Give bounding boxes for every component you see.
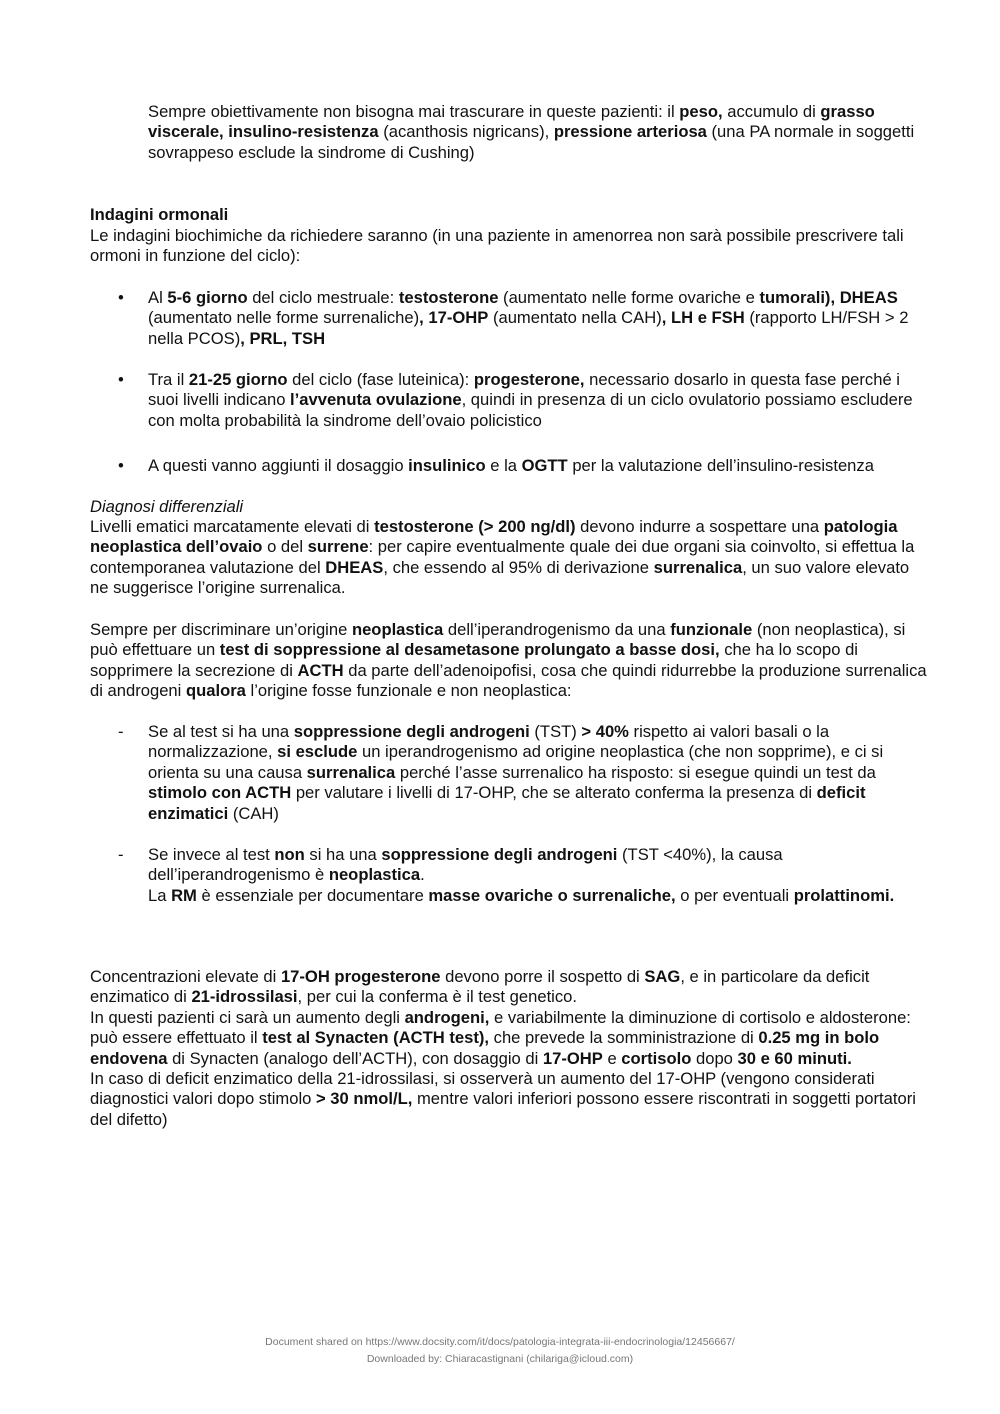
footer-share-link[interactable] bbox=[0, 1335, 1000, 1349]
text: e variabilmente la diminuzione di cortisolo e aldosterone: può essere effettuato il bbox=[90, 1007, 911, 1048]
bold-text: qualora bbox=[185, 681, 246, 701]
text: devono indurre a sospettare una bbox=[575, 517, 824, 536]
bold-text: soppressione degli androgeni bbox=[381, 845, 618, 864]
text: del ciclo mestruale: bbox=[247, 288, 399, 307]
text: (aumentato nelle forme ovariche e bbox=[498, 288, 760, 307]
bullet-icon: • bbox=[118, 456, 124, 475]
dash-bullet-icon: - bbox=[118, 845, 124, 864]
text: (aumentato nelle forme surrenaliche) bbox=[148, 308, 420, 328]
bold-text: neoplastica bbox=[328, 865, 421, 885]
text: (una PA normale in soggetti sovrappeso esclude la sindrome di Cushing) bbox=[148, 122, 915, 162]
bold-text: tumorali), bbox=[759, 288, 836, 307]
text: che ha lo scopo di sopprimere la secrezione di bbox=[90, 640, 858, 680]
bold-text: DHEAS bbox=[325, 557, 384, 577]
bold-text: insulinico bbox=[408, 456, 486, 475]
differential-paragraph-1 bbox=[90, 517, 930, 599]
bold-text: l’avvenuta ovulazione bbox=[290, 390, 462, 410]
bold-text: 17-OH progesterone bbox=[280, 967, 441, 986]
text: A questi vanno aggiunti il dosaggio bbox=[148, 456, 409, 475]
text: , e in particolare da deficit enzimatico di bbox=[90, 967, 870, 1007]
bold-text: > 30 nmol/L, bbox=[315, 1089, 413, 1109]
bold-text: cortisolo bbox=[621, 1048, 692, 1068]
bold-text: surrene bbox=[307, 537, 369, 557]
text: (rapporto LH/FSH > 2 nella PCOS) bbox=[148, 308, 909, 348]
bold-text: testosterone bbox=[398, 288, 499, 307]
text: da parte dell’adenoipofisi, cosa che quindi ridurrebbe la produzione surrenalica di androgeni bbox=[90, 660, 927, 701]
text: o del bbox=[262, 537, 308, 557]
list-item bbox=[148, 456, 930, 476]
intro-paragraph bbox=[148, 102, 930, 163]
footer-download-info bbox=[0, 1352, 1000, 1366]
bold-text: progesterone, bbox=[473, 370, 585, 389]
differential-paragraph-2 bbox=[90, 620, 930, 702]
bold-text: androgeni, bbox=[404, 1007, 490, 1027]
text: accumulo di bbox=[722, 102, 821, 121]
text: (acanthosis nigricans), bbox=[378, 122, 554, 142]
footer-text: Downloaded by: Chiaracastignani (chilariga@icloud.com) bbox=[366, 1353, 634, 1365]
bold-text: deficit enzimatici bbox=[148, 783, 866, 823]
dash-list-item bbox=[148, 722, 930, 824]
bold-text: , PRL, TSH bbox=[240, 328, 326, 348]
bullet-icon: • bbox=[118, 370, 124, 389]
text: La bbox=[148, 885, 172, 905]
bold-text: DHEAS bbox=[839, 288, 898, 307]
text: e bbox=[602, 1048, 622, 1068]
text: Se invece al test bbox=[148, 845, 275, 864]
text: : per capire eventualmente quale dei due organi sia coinvolto, si effettua la contemporanea valutazione del bbox=[90, 537, 915, 577]
bold-text: OGTT bbox=[521, 456, 568, 475]
text: e la bbox=[485, 456, 522, 475]
text: devono porre il sospetto di bbox=[440, 967, 645, 986]
text: Concentrazioni elevate di bbox=[90, 967, 281, 986]
bold-text: test di soppressione al desametasone prolungato a basse dosi, bbox=[219, 640, 720, 660]
bold-text: soppressione degli androgeni bbox=[293, 722, 530, 741]
text: dell’iperandrogenismo da una bbox=[443, 620, 671, 639]
bold-text: 21-idrossilasi bbox=[191, 987, 298, 1007]
bold-text: neoplastica bbox=[351, 620, 444, 639]
text: , per cui la conferma è il test genetico. bbox=[297, 987, 577, 1007]
text: del ciclo (fase luteinica): bbox=[287, 370, 474, 389]
text: per valutare i livelli di 17-OHP, che se alterato conferma la presenza di bbox=[291, 783, 817, 803]
text: perché l’asse surrenalico ha risposto: si esegue quindi un test da bbox=[395, 762, 876, 782]
text: mentre valori inferiori possono essere riscontrati in soggetti portatori del difetto) bbox=[90, 1089, 916, 1129]
text: , quindi in presenza di un ciclo ovulatorio possiamo escludere con molta probabilità la sindrome dell’ovaio policistico bbox=[148, 390, 913, 430]
text: . bbox=[420, 865, 425, 885]
text: si ha una bbox=[304, 845, 382, 864]
bold-text: , LH e FSH bbox=[661, 308, 745, 328]
text: (aumentato nella CAH) bbox=[488, 308, 662, 328]
bold-text: peso, bbox=[679, 102, 723, 121]
text: Al bbox=[148, 288, 168, 307]
bullet-icon: • bbox=[118, 288, 124, 307]
bold-text: si esclude bbox=[277, 742, 358, 762]
bold-text: grasso viscerale, insulino-resistenza bbox=[148, 102, 875, 142]
heading-text: Indagini ormonali bbox=[90, 205, 229, 224]
text: Sempre obiettivamente non bisogna mai trascurare in queste pazienti: il bbox=[148, 102, 680, 121]
bold-text: non bbox=[274, 845, 305, 864]
section-heading-differential bbox=[90, 497, 930, 517]
text: Livelli ematici marcatamente elevati di bbox=[90, 517, 375, 536]
text: In questi pazienti ci sarà un aumento degli bbox=[90, 1007, 405, 1027]
bold-text: , 17-OHP bbox=[419, 308, 489, 328]
bold-text: test al Synacten (ACTH test), bbox=[262, 1028, 490, 1048]
bold-text: prolattinomi. bbox=[793, 885, 895, 905]
dash-bullet-icon: - bbox=[118, 722, 124, 741]
list-item bbox=[148, 370, 930, 431]
text: Sempre per discriminare un’origine bbox=[90, 620, 352, 639]
footer-link-text[interactable]: Document shared on https://www.docsity.com/it/docs/patologia-integrata-iii-endocrinologia/12456667/ bbox=[265, 1336, 735, 1348]
bold-text: ACTH bbox=[297, 660, 344, 680]
bold-text: 0.25 mg in bolo endovena bbox=[90, 1028, 880, 1068]
bold-text: pressione arteriosa bbox=[553, 122, 707, 142]
text: Le indagini biochimiche da richiedere saranno (in una paziente in amenorrea non sarà possibile prescrivere tali ormoni in funzione del ciclo): bbox=[90, 226, 904, 266]
bold-text: 30 e 60 minuti. bbox=[737, 1048, 852, 1068]
bold-text: surrenalica bbox=[306, 762, 396, 782]
section-heading-hormonal bbox=[90, 205, 930, 225]
text: , che essendo al 95% di derivazione bbox=[383, 557, 654, 577]
bold-text: 21-25 giorno bbox=[188, 370, 288, 389]
bold-text: > 40% bbox=[581, 722, 629, 741]
hormonal-intro bbox=[90, 226, 930, 267]
text: (CAH) bbox=[228, 803, 279, 823]
bold-text: 17-OHP bbox=[542, 1048, 603, 1068]
bold-text: masse ovariche o surrenaliche, bbox=[428, 885, 676, 905]
dash-list-item bbox=[148, 845, 930, 906]
text: rispetto ai valori basali o la normalizzazione, bbox=[148, 722, 830, 762]
text: un iperandrogenismo ad origine neoplastica (che non sopprime), e ci si orienta su una causa bbox=[148, 742, 884, 782]
bold-text: 5-6 giorno bbox=[167, 288, 248, 307]
text: In caso di deficit enzimatico della 21-idrossilasi, si osserverà un aumento del 17-OHP (vengono considerati diagnostici valori dopo stimolo bbox=[90, 1069, 875, 1109]
text: è essenziale per documentare bbox=[196, 885, 429, 905]
text: di Synacten (analogo dell’ACTH), con dosaggio di bbox=[167, 1048, 543, 1068]
bold-text: funzionale bbox=[670, 620, 753, 639]
text: (non neoplastica), si può effettuare un bbox=[90, 620, 906, 660]
text: per la valutazione dell’insulino-resistenza bbox=[567, 456, 874, 475]
text: Se al test si ha una bbox=[148, 722, 294, 741]
heading-text: Diagnosi differenziali bbox=[90, 497, 244, 516]
text: necessario dosarlo in questa fase perché i suoi livelli indicano bbox=[148, 370, 900, 410]
text: dopo bbox=[691, 1048, 738, 1068]
text: l’origine fosse funzionale e non neoplastica: bbox=[245, 681, 572, 701]
text: (TST <40%), la causa dell’iperandrogenismo è bbox=[148, 845, 783, 885]
list-item bbox=[148, 288, 930, 349]
bold-text: surrenalica bbox=[653, 557, 743, 577]
text: o per eventuali bbox=[675, 885, 794, 905]
bold-text: stimolo con ACTH bbox=[148, 783, 292, 803]
bold-text: RM bbox=[171, 885, 197, 905]
text: , un suo valore elevato ne suggerisce l’origine surrenalica. bbox=[90, 557, 910, 598]
bold-text: SAG bbox=[644, 967, 681, 986]
bold-text: testosterone (> 200 ng/dl) bbox=[374, 517, 576, 536]
text: che prevede la somministrazione di bbox=[489, 1028, 759, 1048]
bold-text: patologia neoplastica dell’ovaio bbox=[90, 517, 898, 557]
final-paragraph bbox=[90, 967, 930, 1130]
text: Tra il bbox=[148, 370, 189, 389]
text: (TST) bbox=[529, 722, 582, 741]
